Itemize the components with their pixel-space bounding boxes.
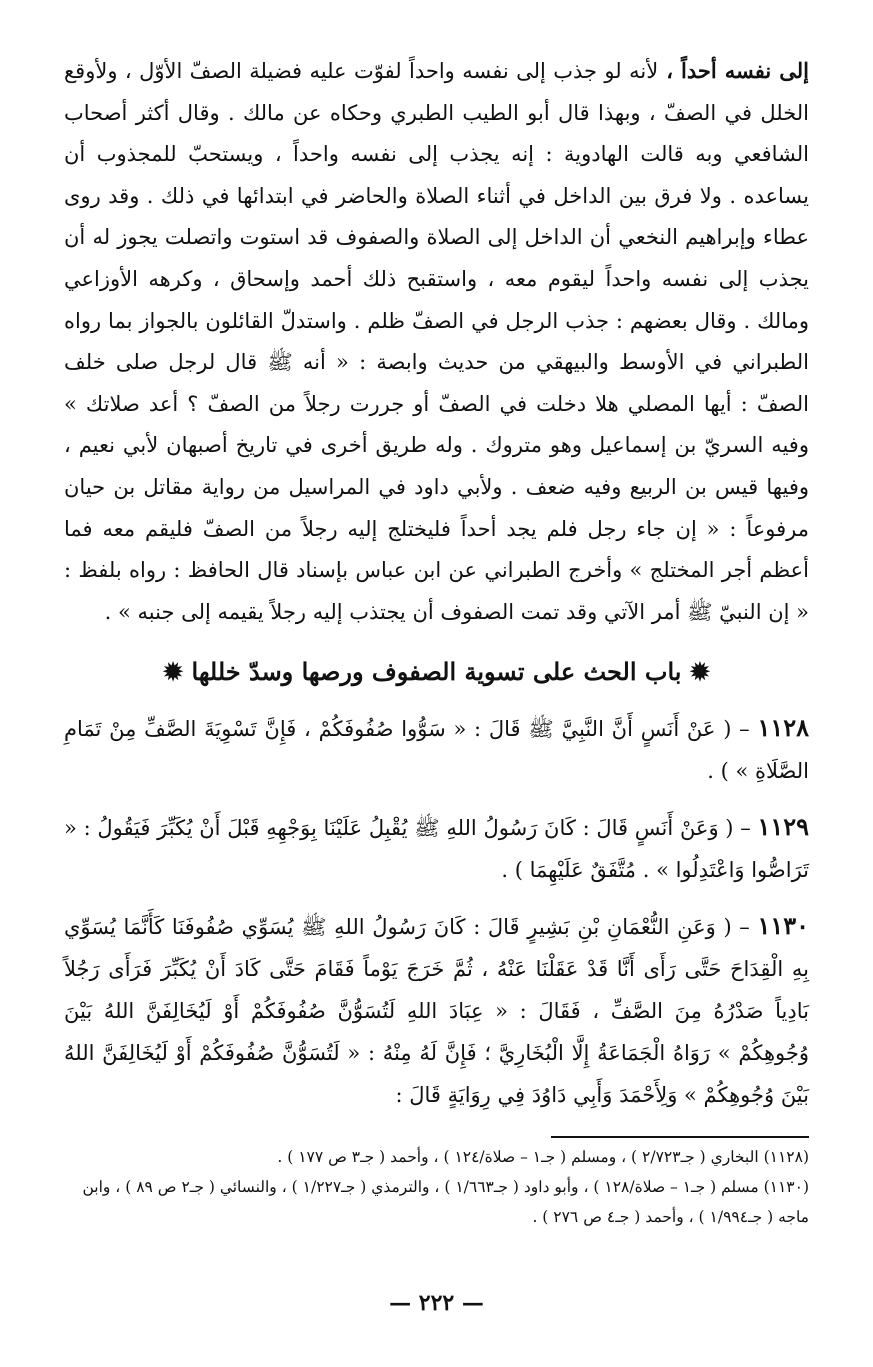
hadith-text: – ( عَنْ أَنَسٍ أَنَّ النَّبِيَّ ﷺ قَالَ : « سَوُّوا صُفُوفَكُمْ ، فَإِنَّ تَسْوِيَةَ الصَّفِّ مِنْ تَمَامِ الصَّلَاةِ » ) . xyxy=(64,717,809,784)
page-number: — ٢٢٢ — xyxy=(389,1290,484,1316)
intro-lead: إلى نفسه أحداً ، xyxy=(658,58,809,83)
hadith-1130 xyxy=(64,905,809,1116)
footnote-divider xyxy=(551,1136,809,1138)
hadith-1129 xyxy=(64,806,809,891)
hadith-number: ١١٢٨ xyxy=(757,713,809,743)
hadith-text: – ( وَعَنْ أَنَسٍ قَالَ : كَانَ رَسُولُ اللهِ ﷺ يُقْبِلُ عَلَيْنَا بِوَجْهِهِ قَبْلَ أَنْ يُكَبِّرَ فَيَقُولُ : « تَرَاصُّوا وَاعْتَدِلُوا » . مُتَّفَقٌ عَلَيْهِمَا ) . xyxy=(64,816,809,883)
hadith-number: ١١٣٠ xyxy=(757,911,809,941)
footnote-1128: (١١٢٨) البخاري ( جـ٢/٧٢٣ ) ، ومسلم ( جـ١ – صلاة/١٢٤ ) ، وأحمد ( جـ٣ ص ١٧٧ ) . xyxy=(277,1148,809,1167)
intro-text: لأنه لو جذب إلى نفسه واحداً لفوّت عليه فضيلة الصفّ الأوّل ، ولأوقع الخلل في الصفّ ، وبهذا قال أبو الطيب الطبري وحكاه عن مالك . وقال أكثر أصحاب الشافعي وبه قالت الهادوية : إنه يجذب إلى نفسه واحداً ، ويستحبّ للمجذوب أن يساعده . ولا فرق بين الداخل في أثناء الصلاة والحاضر في ابتدائها في ذلك . وقد روى عطاء وإبراهيم النخعي أن الداخل إلى الصلاة والصفوف قد استوت واتصلت يجوز له أن يجذب إلى نفسه واحداً ليقوم معه ، واستقبح ذلك أحمد وإسحاق ، وكرهه الأوزاعي ومالك . وقال بعضهم : جذب الرجل في الصفّ ظلم . واستدلّ القائلون بالجواز بما رواه الطبراني في الأوسط والبيهقي من حديث وابصة : « أنه ﷺ قال لرجل صلى خلف الصفّ : أيها المصلي هلا دخلت في الصفّ أو جررت رجلاً من الصفّ ؟ أعد صلاتك » وفيه السريّ بن إسماعيل وهو متروك . وله طريق أخرى في تاريخ أصبهان لأبي نعيم ، وفيها قيس بن الربيع وفيه ضعف . ولأبي داود في المراسيل من رواية مقاتل بن حيان مرفوعاً : « إن جاء رجل فلم يجد أحداً فليختلج إليه رجلاً من الصفّ فليقم معه فما أعظم أجر المختلج » وأخرج الطبراني عن ابن عباس بإسناد قال الحافظ : رواه بلفظ : « إن النبيّ ﷺ أمر الآتي وقد تمت الصفوف أن يجتذب إليه رجلاً يقيمه إلى جنبه » . xyxy=(64,59,809,624)
hadith-text: – ( وَعَنِ النُّعْمَانِ بْنِ بَشِيرٍ قَالَ : كَانَ رَسُولُ اللهِ ﷺ يُسَوِّي صُفُوفَنَا كَأَنَّمَا يُسَوِّي بِهِ الْقِدَاحَ حَتَّى رَأَى أَنَّا قَدْ عَقَلْنَا عَنْهُ ، ثُمَّ خَرَجَ يَوْماً فَقَامَ حَتَّى كَادَ أَنْ يُكَبِّرَ فَرَأَى رَجُلاً بَادِياً صَدْرُهُ مِنَ الصَّفِّ ، فَقَالَ : « عِبَادَ اللهِ لَتُسَوُّنَّ صُفُوفَكُمْ أَوْ لَيُخَالِفَنَّ اللهُ بَيْنَ وُجُوهِكُمْ » رَوَاهُ الْجَمَاعَةُ إِلَّا الْبُخَارِيَّ ؛ فَإِنَّ لَهُ مِنْهُ : « لَتُسَوُّنَّ صُفُوفَكُمْ أَوْ لَيُخَالِفَنَّ اللهُ بَيْنَ وُجُوهِكُمْ » وَلِأَحْمَدَ وَأَبِي دَاوُدَ فِي رِوَايَةٍ قَالَ : xyxy=(64,915,810,1108)
intro-paragraph xyxy=(64,50,809,633)
hadith-1128 xyxy=(64,707,809,792)
hadith-number: ١١٢٩ xyxy=(757,812,809,842)
footnote-1130: (١١٣٠) مسلم ( جـ١ – صلاة/١٢٨ ) ، وأبو داود ( جـ١/٦٦٣ ) ، والترمذي ( جـ١/٢٢٧ ) ، والنسائي ( جـ٢ ص ٨٩ ) ، وابن ماجه ( جـ١/٩٩٤ ) ، وأحمد ( جـ٤ ص ٢٧٦ ) . xyxy=(82,1178,809,1227)
chapter-heading: ✹ باب الحث على تسوية الصفوف ورصها وسدّ خللها ✹ xyxy=(163,657,710,687)
